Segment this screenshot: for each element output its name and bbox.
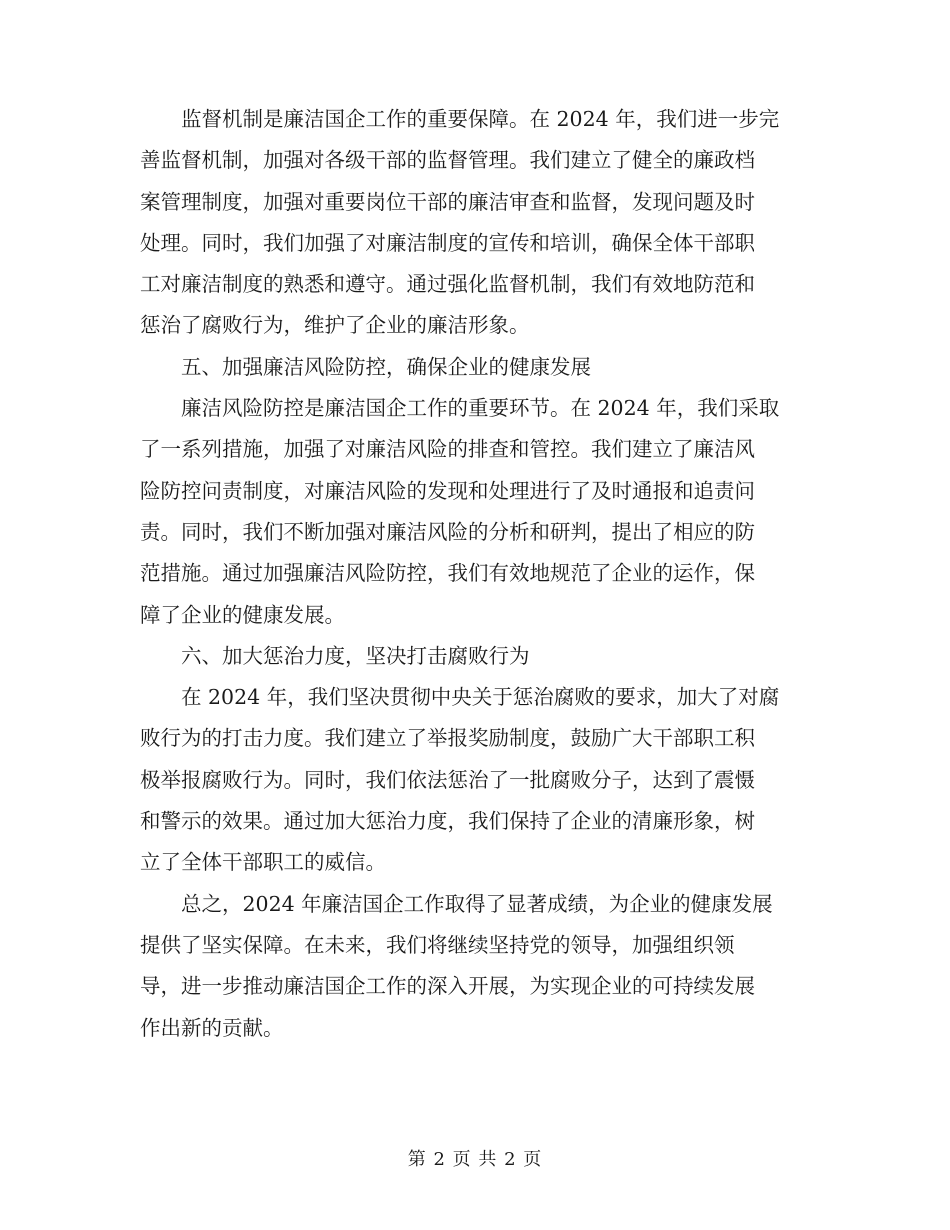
text-line: 处理。同时，我们加强了对廉洁制度的宣传和培训，确保全体干部职 [140,230,755,255]
page-number-footer: 第 2 页 共 2 页 [407,1149,543,1170]
text-line: 险防控问责制度，对廉洁风险的发现和处理进行了及时通报和追责问 [140,478,755,503]
text-line: 作出新的贡献。 [140,1015,284,1040]
text-line: 立了全体干部职工的威信。 [140,850,386,875]
text-line: 监督机制是廉洁国企工作的重要保障。在 2024 年，我们进一步完 [181,107,780,131]
document-body [140,99,808,1049]
text-line: 导，进一步推动廉洁国企工作的深入开展，为实现企业的可持续发展 [140,974,755,999]
text-line: 总之，2024 年廉洁国企工作取得了显著成绩，为企业的健康发展 [181,891,773,916]
heading-line: 六、加大惩治力度，坚决打击腐败行为 [181,643,530,668]
section-heading-punishment [140,636,808,677]
heading-line: 五、加强廉洁风险防控，确保企业的健康发展 [181,354,591,379]
text-line: 败行为的打击力度。我们建立了举报奖励制度，鼓励广大干部职工积 [140,726,755,751]
text-line: 极举报腐败行为。同时，我们依法惩治了一批腐败分子，达到了震慑 [140,767,755,792]
text-line: 惩治了腐败行为，维护了企业的廉洁形象。 [140,313,530,338]
text-line: 工对廉洁制度的熟悉和遵守。通过强化监督机制，我们有效地防范和 [140,272,755,297]
text-line: 和警示的效果。通过加大惩治力度，我们保持了企业的清廉形象，树 [140,809,755,834]
text-line: 范措施。通过加强廉洁风险防控，我们有效地规范了企业的运作，保 [140,561,755,586]
paragraph-punishment [140,677,808,883]
paragraph-risk-control [140,388,808,636]
text-line: 在 2024 年，我们坚决贯彻中央关于惩治腐败的要求，加大了对腐 [181,685,780,710]
paragraph-supervision [140,99,808,347]
text-line: 障了企业的健康发展。 [140,602,345,627]
text-line: 案管理制度，加强对重要岗位干部的廉洁审查和监督，发现问题及时 [140,189,755,214]
text-line: 廉洁风险防控是廉洁国企工作的重要环节。在 2024 年，我们采取 [181,396,780,421]
text-line: 责。同时，我们不断加强对廉洁风险的分析和研判，提出了相应的防 [140,519,755,544]
section-heading-risk-control [140,347,808,388]
text-line: 提供了坚实保障。在未来，我们将继续坚持党的领导，加强组织领 [140,932,735,957]
text-line: 善监督机制，加强对各级干部的监督管理。我们建立了健全的廉政档 [140,148,755,173]
text-line: 了一系列措施，加强了对廉洁风险的排查和管控。我们建立了廉洁风 [140,437,755,462]
paragraph-conclusion [140,884,808,1049]
